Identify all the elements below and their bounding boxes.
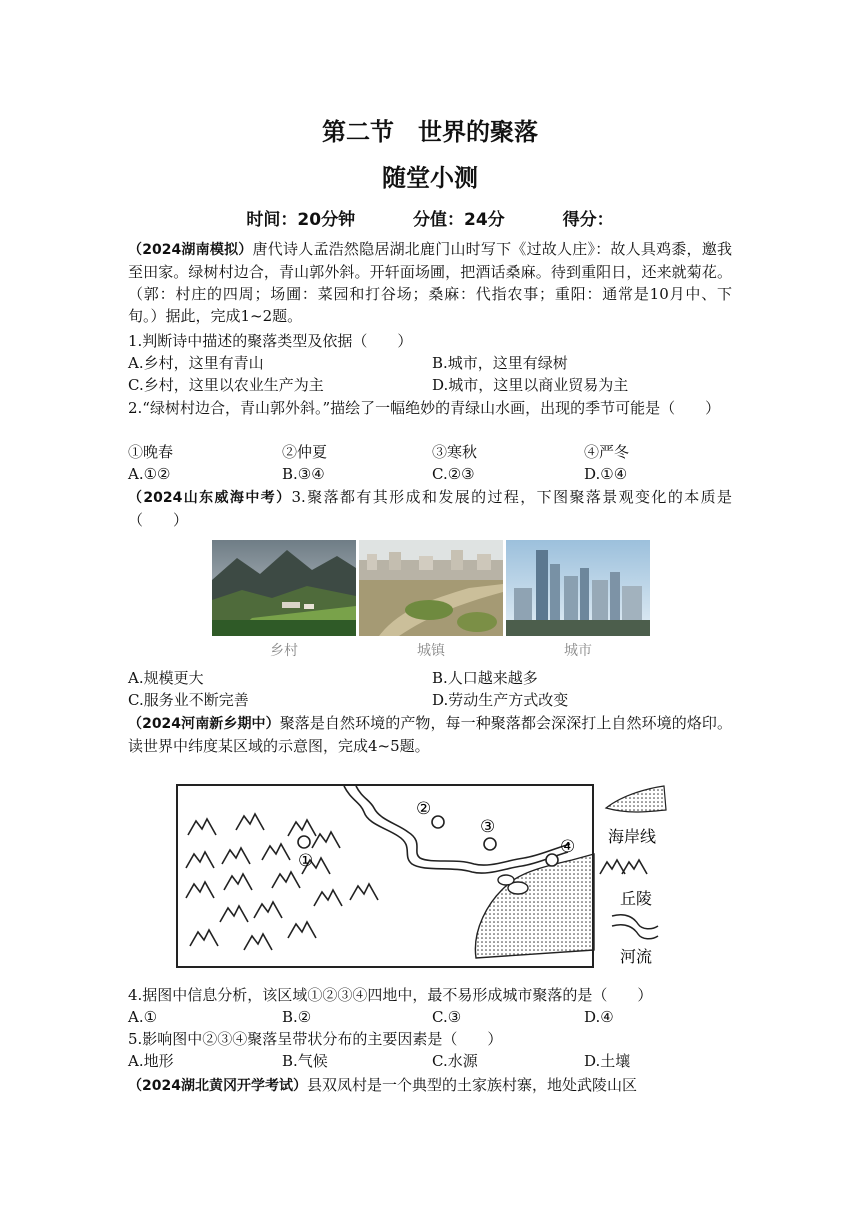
legend-hill-label: 丘陵 — [620, 889, 653, 908]
q4-option-c: C.③ — [432, 1008, 462, 1026]
score-total: 分值：24分 — [413, 210, 505, 230]
q3-option-b: B.人口越来越多 — [432, 669, 538, 687]
legend-river-icon — [612, 925, 658, 939]
settlement-4-dot — [546, 854, 558, 866]
question-5-stem: 5.影响图中②③④聚落呈带状分布的主要因素是（ ） — [128, 1030, 503, 1048]
question-1-stem: 1.判断诗中描述的聚落类型及依据（ ） — [128, 332, 413, 350]
town-photo — [359, 540, 503, 636]
q5-option-c: C.水源 — [432, 1052, 478, 1070]
village-photo — [212, 540, 356, 636]
settlement-2-dot — [432, 816, 444, 828]
intro-text: 县双凤村是一个典型的土家族村寨，地处武陵山区 — [306, 1076, 637, 1094]
legend-coast-label: 海岸线 — [608, 827, 657, 846]
intro-text: 唐代诗人孟浩然隐居湖北鹿门山时写下《过故人庄》：故人具鸡黍，邀我至田家。绿树村边合，青山郭外斜。开轩面场圃，把酒话桑麻。待到重阳日，还来就菊花。（郭：村庄的四周；场圃：菜园和打谷场；桑麻：代指农事；重阳：通常是10月中、下旬。）据此，完成1~2题。 — [128, 240, 732, 325]
q2-option-a: A.①② — [128, 465, 171, 483]
marker-3: ③ — [480, 817, 496, 837]
q4-option-b: B.② — [282, 1008, 312, 1026]
question-4-stem: 4.据图中信息分析，该区域①②③④四地中，最不易形成城市聚落的是（ ） — [128, 986, 653, 1004]
caption-village: 乡村 — [270, 643, 298, 659]
intro-passage-1 — [128, 238, 732, 327]
marker-4: ④ — [560, 837, 576, 857]
q4-option-d: D.④ — [584, 1008, 614, 1026]
city-photo — [506, 540, 650, 636]
q2-option-b: B.③④ — [282, 465, 325, 483]
q1-option-a: A.乡村，这里有青山 — [128, 354, 264, 372]
legend-hill-icon — [600, 860, 647, 874]
page-subtitle: 随堂小测 — [382, 164, 478, 192]
q5-option-a: A.地形 — [128, 1052, 174, 1070]
intro-passage-2 — [128, 712, 732, 757]
q5-option-b: B.气候 — [282, 1052, 328, 1070]
q2-item-4: ④严冬 — [584, 443, 630, 461]
question-2-stem: 2.“绿树村边合，青山郭外斜。”描绘了一幅绝妙的青绿山水画，出现的季节可能是（ ） — [128, 399, 721, 417]
q3-option-a: A.规模更大 — [128, 669, 204, 687]
time-limit: 时间：20分钟 — [246, 210, 356, 230]
settlement-1-dot — [298, 836, 310, 848]
q5-option-d: D.土壤 — [584, 1052, 631, 1070]
region-map-svg — [176, 780, 686, 970]
q3-text: 3.聚落都有其形成和发展的过程，下图聚落景观变化的本质是（ ） — [128, 488, 732, 529]
marker-2: ② — [416, 799, 432, 819]
settlement-photos — [212, 540, 650, 660]
marker-1: ① — [298, 851, 314, 871]
q2-item-2: ②仲夏 — [282, 443, 328, 461]
q2-option-d: D.①④ — [584, 465, 628, 483]
q3-option-c: C.服务业不断完善 — [128, 691, 249, 709]
source-tag: （2024湖南模拟） — [128, 242, 253, 258]
q1-option-d: D.城市，这里以商业贸易为主 — [432, 376, 629, 394]
caption-town: 城镇 — [417, 643, 445, 659]
q1-option-b: B.城市，这里有绿树 — [432, 354, 568, 372]
intro-passage-3 — [128, 1074, 732, 1097]
intro-text: 聚落是自然环境的产物，每一种聚落都会深深打上自然环境的烙印。读世界中纬度某区域的示意图，完成4~5题。 — [128, 714, 732, 755]
test-meta — [0, 205, 860, 230]
q2-item-1: ①晚春 — [128, 443, 174, 461]
page-title: 第二节 世界的聚落 — [322, 118, 538, 146]
q3-option-d: D.劳动生产方式改变 — [432, 691, 569, 709]
source-tag: （2024河南新乡期中） — [128, 716, 280, 732]
caption-city: 城市 — [564, 643, 592, 659]
score-got: 得分： — [562, 210, 614, 230]
legend-river-label: 河流 — [620, 947, 653, 966]
q1-option-c: C.乡村，这里以农业生产为主 — [128, 376, 324, 394]
q4-option-a: A.① — [128, 1008, 158, 1026]
settlement-3-dot — [484, 838, 496, 850]
region-map — [176, 780, 686, 970]
source-tag: （2024湖北黄冈开学考试） — [128, 1078, 307, 1094]
legend-coast-icon — [606, 786, 666, 812]
q2-option-c: C.②③ — [432, 465, 475, 483]
source-tag: （2024山东威海中考） — [128, 490, 292, 506]
question-3-stem — [128, 486, 732, 531]
q2-item-3: ③寒秋 — [432, 443, 478, 461]
